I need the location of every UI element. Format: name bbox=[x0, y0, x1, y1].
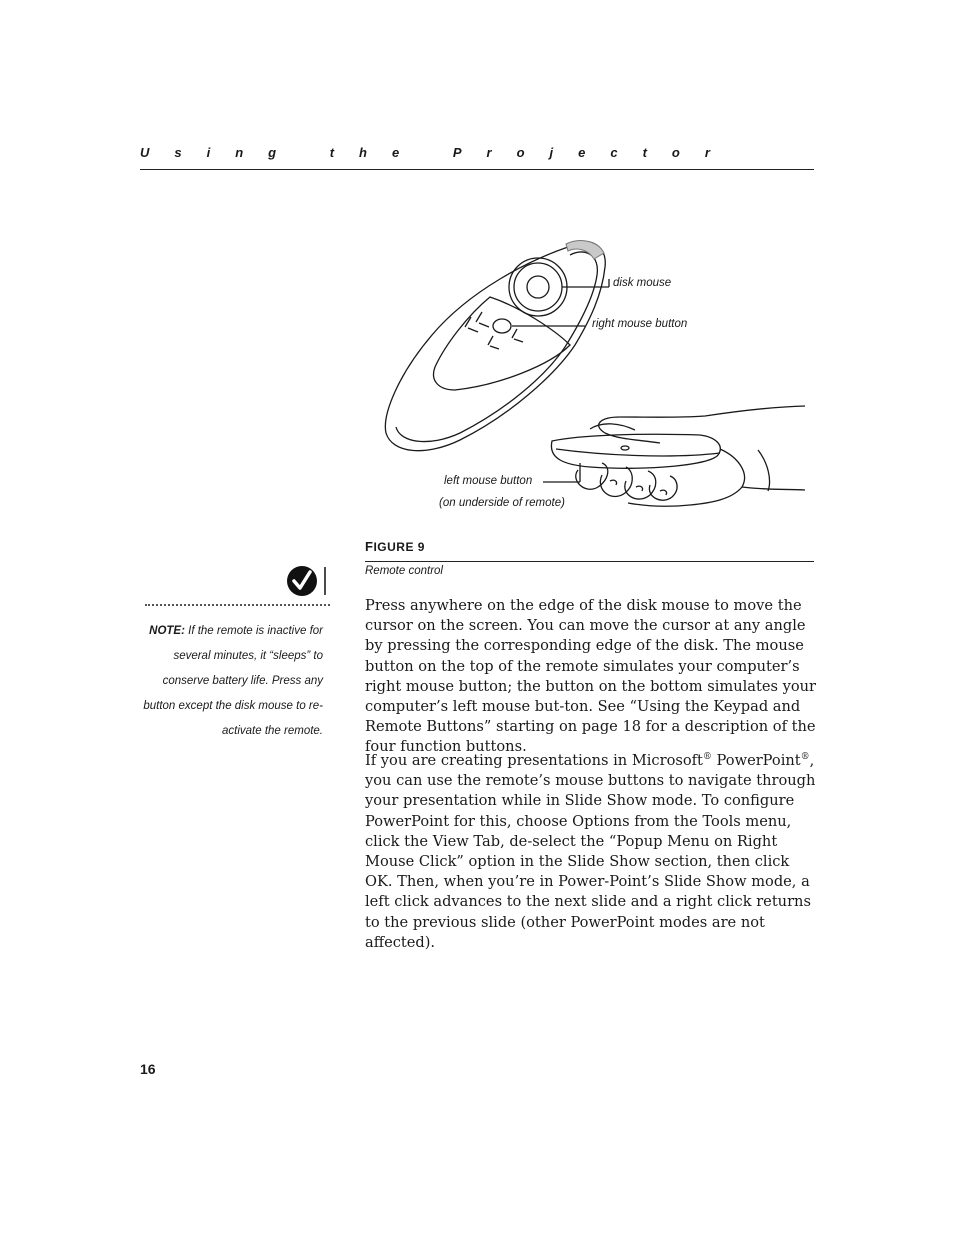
p2-part-a: If you are creating presentations in Microsoft bbox=[365, 752, 703, 769]
caption-title-rest: IGURE 9 bbox=[373, 540, 425, 554]
page-number: 16 bbox=[140, 1061, 156, 1077]
caption-title-initial: F bbox=[365, 539, 374, 554]
sidebar-note bbox=[140, 619, 323, 744]
label-right-mouse-button: right mouse button bbox=[592, 318, 688, 330]
figure-caption-title bbox=[365, 539, 425, 554]
note-divider bbox=[145, 604, 330, 606]
note-check-icon bbox=[286, 564, 330, 598]
note-text: If the remote is inactive for several minutes, it “sleeps” to conserve battery life. Press any button except the disk mouse to re-activate the remote. bbox=[143, 625, 323, 737]
body-paragraph-2 bbox=[365, 751, 817, 953]
label-left-mouse-button-note: (on underside of remote) bbox=[439, 497, 565, 509]
running-header bbox=[140, 145, 814, 170]
registered-mark-1: ® bbox=[702, 752, 712, 763]
registered-mark-2: ® bbox=[800, 752, 810, 763]
body-paragraph-1: Press anywhere on the edge of the disk mouse to move the cursor on the screen. You can move the cursor at any angle by pressing the corresponding edge of the disk. The mouse button on the top of the remote simulates your computer’s right mouse button; the button on the bottom simulates your computer’s left mouse but-ton. See “Using the Keypad and Remote Buttons” starting on page 18 for a description of the four function buttons. bbox=[365, 597, 817, 756]
label-left-mouse-button: left mouse button bbox=[444, 475, 533, 487]
p2-part-c: , you can use the remote’s mouse buttons to navigate through your presentation while in Slide Show mode. To configure PowerPoint for this, choose Options from the Tools menu, click the View Tab, de-select the “Popup Menu on Right Mouse Click” option in the Slide Show section, then click OK. Then, when you’re in Power-Point’s Slide Show mode, a left click advances to the next slide and a right click returns to the previous slide (other PowerPoint modes are not affected). bbox=[365, 752, 816, 951]
header-title: Using the Projector bbox=[140, 145, 735, 160]
label-disk-mouse: disk mouse bbox=[613, 277, 672, 289]
remote-control-figure bbox=[380, 235, 814, 520]
p2-part-b: PowerPoint bbox=[711, 752, 801, 769]
figure-caption-text: Remote control bbox=[365, 565, 443, 577]
caption-rule bbox=[365, 561, 814, 562]
note-label: NOTE: bbox=[149, 625, 185, 637]
